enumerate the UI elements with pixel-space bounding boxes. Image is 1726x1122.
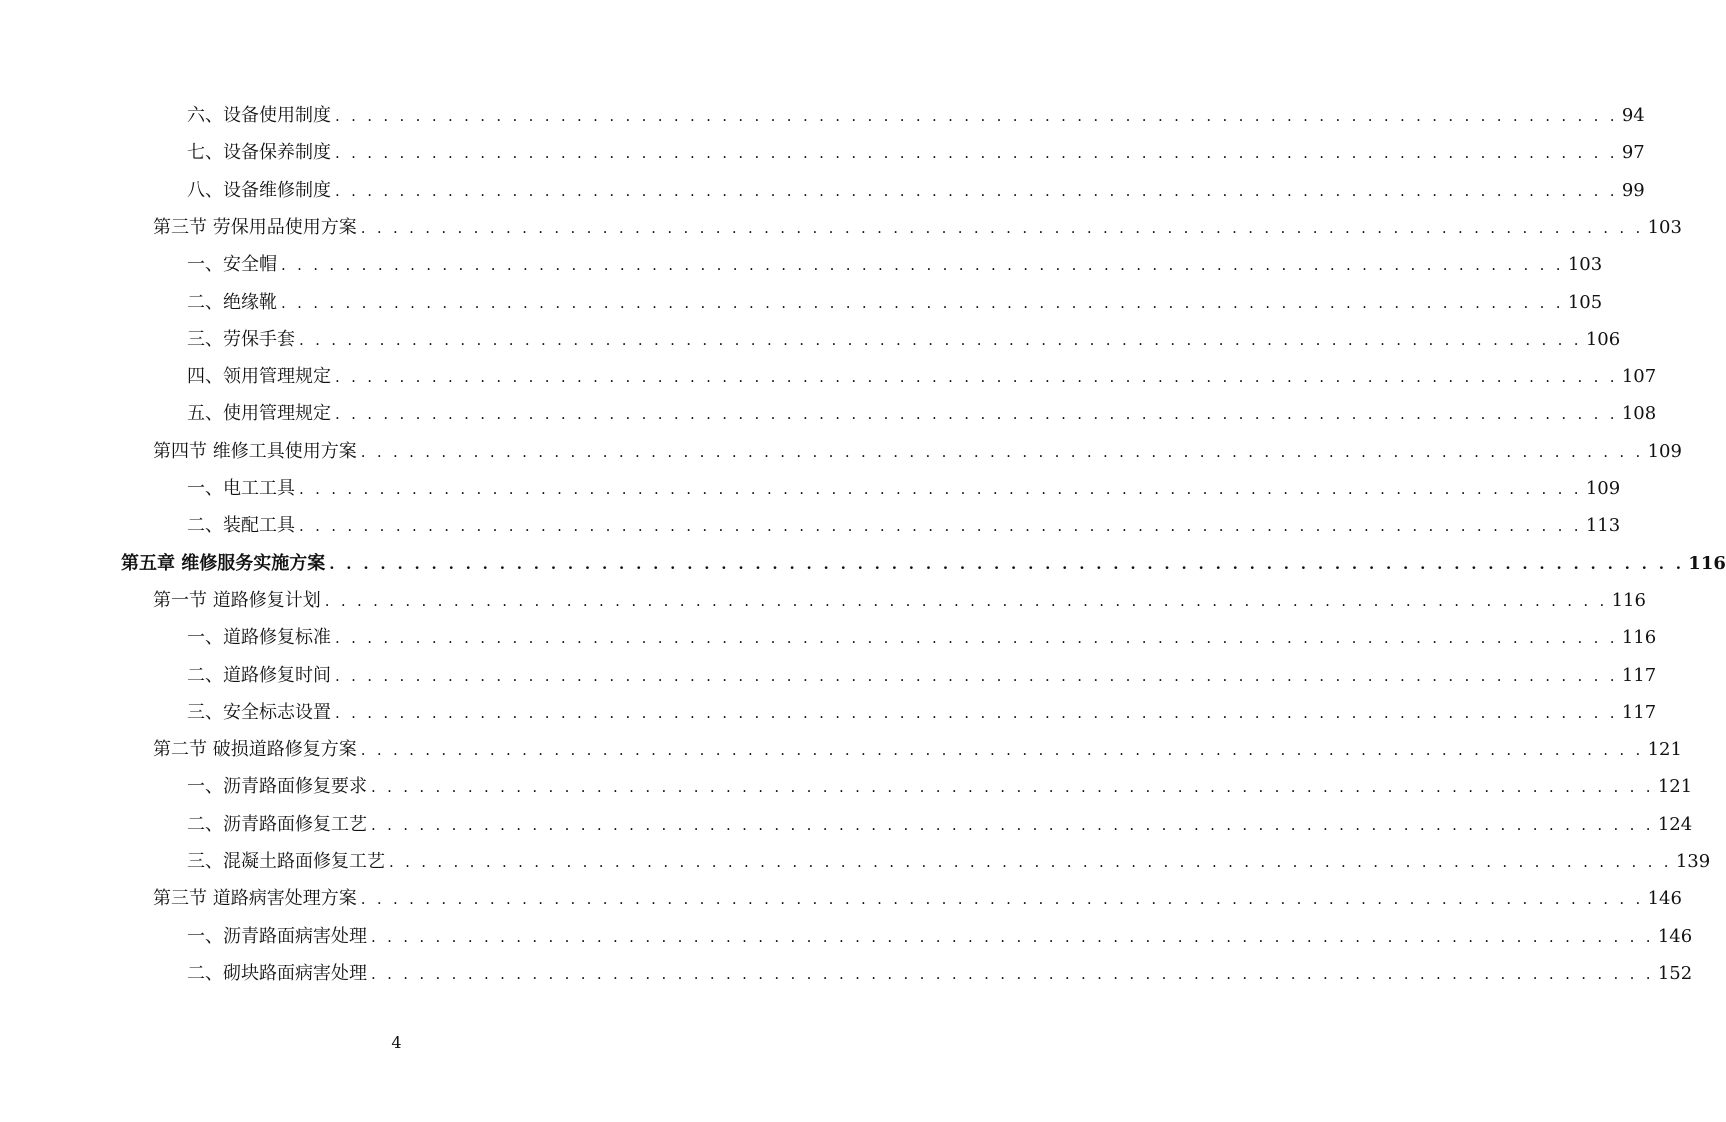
toc-entry-page-number: 152 xyxy=(1657,962,1693,984)
toc-dot-leader: . . . . . . . . . . . . . . . . . . . . . . . . . . . . . . . . . . . . . . . . . . . . . . . . . . . . . . . . . . . . . . . . . . . . . . . . . . . . . . . . xyxy=(299,480,1582,498)
toc-entry-title: 七、设备保养制度 xyxy=(187,142,331,164)
toc-entry-page-number: 146 xyxy=(1657,925,1693,947)
toc-dot-leader: . . . . . . . . . . . . . . . . . . . . . . . . . . . . . . . . . . . . . . . . . . . . . . . . . . . . . . . . . . . . . . . . . . . . . . . . . . . . . . . . xyxy=(389,853,1672,871)
toc-entry-page-number: 109 xyxy=(1647,440,1682,462)
toc-entry-page-number: 105 xyxy=(1567,291,1603,313)
toc-entry-page-number: 116 xyxy=(1621,627,1657,649)
toc-dot-leader: . . . . . . . . . . . . . . . . . . . . . . . . . . . . . . . . . . . . . . . . . . . . . . . . . . . . . . . . . . . . . . . . . . . . . . . . . . . . . . . . xyxy=(360,890,1644,909)
toc-entry[interactable] xyxy=(187,325,1621,355)
toc-entry[interactable] xyxy=(187,623,1657,653)
toc-entry[interactable] xyxy=(153,586,1646,616)
toc-entry-page-number: 94 xyxy=(1621,105,1645,126)
toc-entry-title: 八、设备维修制度 xyxy=(187,179,331,201)
toc-entry-title: 一、沥青路面修复要求 xyxy=(187,776,367,798)
toc-entry-page-number: 121 xyxy=(1657,776,1693,798)
toc-entry[interactable] xyxy=(187,399,1657,429)
toc-dot-leader: . . . . . . . . . . . . . . . . . . . . . . . . . . . . . . . . . . . . . . . . . . . . . . . . . . . . . . . . . . . . . . . . . . . . . . . . . . . . . . . . xyxy=(324,591,1608,610)
toc-entry-title: 一、道路修复标准 xyxy=(187,627,331,649)
toc-entry[interactable] xyxy=(187,288,1603,318)
toc-entry-title: 一、沥青路面病害处理 xyxy=(187,925,367,947)
toc-dot-leader: . . . . . . . . . . . . . . . . . . . . . . . . . . . . . . . . . . . . . . . . . . . . . . . . . . . . . . . . . . . . . . . . . . . . . . . . . . . . . . . . xyxy=(281,256,1564,275)
toc-entry-title: 第二节 破损道路修复方案 xyxy=(153,739,357,761)
toc-entry-page-number: 121 xyxy=(1647,739,1682,761)
toc-dot-leader: . . . . . . . . . . . . . . . . . . . . . . . . . . . . . . . . . . . . . . . . . . . . . . . . . . . . . . . . . . . . . . . . . . . . . . . . . . . . . . . . xyxy=(335,144,1618,163)
toc-entry-page-number: 113 xyxy=(1585,515,1621,537)
toc-entry-title: 三、劳保手套 xyxy=(187,328,295,350)
toc-entry-page-number: 109 xyxy=(1585,478,1621,499)
page-number: 4 xyxy=(391,1033,402,1052)
toc-entry-page-number: 107 xyxy=(1621,366,1657,388)
toc-entry[interactable] xyxy=(187,176,1645,206)
toc-entry-title: 二、沥青路面修复工艺 xyxy=(187,813,367,835)
toc-dot-leader: . . . . . . . . . . . . . . . . . . . . . . . . . . . . . . . . . . . . . . . . . . . . . . . . . . . . . . . . . . . . . . . . . . . . . . . . . . . . . . . . xyxy=(335,629,1618,648)
toc-entry-page-number: 116 xyxy=(1611,589,1646,611)
toc-dot-leader: . . . . . . . . . . . . . . . . . . . . . . . . . . . . . . . . . . . . . . . . . . . . . . . . . . . . . . . . . . . . . . . . . . . . . . . . . . . . . . . . xyxy=(329,554,1685,573)
toc-entry[interactable] xyxy=(187,698,1657,728)
toc-dot-leader: . . . . . . . . . . . . . . . . . . . . . . . . . . . . . . . . . . . . . . . . . . . . . . . . . . . . . . . . . . . . . . . . . . . . . . . . . . . . . . . . xyxy=(371,815,1654,834)
toc-dot-leader: . . . . . . . . . . . . . . . . . . . . . . . . . . . . . . . . . . . . . . . . . . . . . . . . . . . . . . . . . . . . . . . . . . . . . . . . . . . . . . . . xyxy=(335,368,1618,387)
toc-entry-page-number: 117 xyxy=(1621,664,1657,686)
toc-dot-leader: . . . . . . . . . . . . . . . . . . . . . . . . . . . . . . . . . . . . . . . . . . . . . . . . . . . . . . . . . . . . . . . . . . . . . . . . . . . . . . . . xyxy=(371,927,1654,946)
toc-entry[interactable] xyxy=(187,511,1621,541)
toc-entry[interactable] xyxy=(187,810,1693,840)
toc-dot-leader: . . . . . . . . . . . . . . . . . . . . . . . . . . . . . . . . . . . . . . . . . . . . . . . . . . . . . . . . . . . . . . . . . . . . . . . . . . . . . . . . xyxy=(335,181,1618,200)
toc-entry-title: 二、砌块路面病害处理 xyxy=(187,962,367,984)
toc-entry-title: 三、安全标志设置 xyxy=(187,701,331,723)
toc-entry[interactable] xyxy=(187,661,1657,691)
toc-entry-title: 二、道路修复时间 xyxy=(187,664,331,686)
toc-dot-leader: . . . . . . . . . . . . . . . . . . . . . . . . . . . . . . . . . . . . . . . . . . . . . . . . . . . . . . . . . . . . . . . . . . . . . . . . . . . . . . . . xyxy=(335,703,1618,722)
toc-entry-title: 四、领用管理规定 xyxy=(187,366,331,388)
toc-entry-title: 第三节 道路病害处理方案 xyxy=(153,888,357,910)
toc-dot-leader: . . . . . . . . . . . . . . . . . . . . . . . . . . . . . . . . . . . . . . . . . . . . . . . . . . . . . . . . . . . . . . . . . . . . . . . . . . . . . . . . xyxy=(371,778,1654,797)
toc-entry-title: 五、使用管理规定 xyxy=(187,403,331,425)
toc-dot-leader: . . . . . . . . . . . . . . . . . . . . . . . . . . . . . . . . . . . . . . . . . . . . . . . . . . . . . . . . . . . . . . . . . . . . . . . . . . . . . . . . xyxy=(360,218,1644,237)
toc-entry-page-number: 99 xyxy=(1621,179,1645,201)
toc-entry-page-number: 116 xyxy=(1688,552,1726,574)
toc-entry-title: 一、电工工具 xyxy=(187,478,295,499)
toc-entry[interactable] xyxy=(187,250,1603,280)
toc-entry[interactable] xyxy=(153,213,1682,243)
toc-entry[interactable] xyxy=(187,362,1657,392)
toc-dot-leader: . . . . . . . . . . . . . . . . . . . . . . . . . . . . . . . . . . . . . . . . . . . . . . . . . . . . . . . . . . . . . . . . . . . . . . . . . . . . . . . . xyxy=(360,442,1644,461)
toc-entry-title: 三、混凝土路面修复工艺 xyxy=(187,851,385,872)
toc-entry[interactable] xyxy=(121,549,1726,579)
toc-entry-title: 二、装配工具 xyxy=(187,515,295,537)
toc-entry-page-number: 108 xyxy=(1621,403,1657,425)
toc-entry-page-number: 139 xyxy=(1675,851,1711,872)
toc-entry-title: 二、绝缘靴 xyxy=(187,291,277,313)
toc-entry-title: 第一节 道路修复计划 xyxy=(153,589,321,611)
toc-entry[interactable] xyxy=(187,959,1693,989)
toc-entry-page-number: 117 xyxy=(1621,701,1657,723)
toc-entry[interactable] xyxy=(153,884,1682,914)
toc-entry[interactable] xyxy=(153,735,1682,765)
toc-dot-leader: . . . . . . . . . . . . . . . . . . . . . . . . . . . . . . . . . . . . . . . . . . . . . . . . . . . . . . . . . . . . . . . . . . . . . . . . . . . . . . . . xyxy=(299,330,1582,349)
toc-entry-page-number: 124 xyxy=(1657,813,1693,835)
toc-entry[interactable] xyxy=(187,474,1621,504)
toc-entry[interactable] xyxy=(187,847,1711,877)
toc-dot-leader: . . . . . . . . . . . . . . . . . . . . . . . . . . . . . . . . . . . . . . . . . . . . . . . . . . . . . . . . . . . . . . . . . . . . . . . . . . . . . . . . xyxy=(360,741,1644,760)
toc-entry[interactable] xyxy=(187,101,1645,131)
toc-entry-title: 六、设备使用制度 xyxy=(187,105,331,126)
toc-entry-title: 第五章 维修服务实施方案 xyxy=(121,552,326,574)
toc-dot-leader: . . . . . . . . . . . . . . . . . . . . . . . . . . . . . . . . . . . . . . . . . . . . . . . . . . . . . . . . . . . . . . . . . . . . . . . . . . . . . . . . xyxy=(335,405,1618,424)
toc-dot-leader: . . . . . . . . . . . . . . . . . . . . . . . . . . . . . . . . . . . . . . . . . . . . . . . . . . . . . . . . . . . . . . . . . . . . . . . . . . . . . . . . xyxy=(299,517,1582,536)
toc-entry-page-number: 97 xyxy=(1621,142,1645,164)
toc-dot-leader: . . . . . . . . . . . . . . . . . . . . . . . . . . . . . . . . . . . . . . . . . . . . . . . . . . . . . . . . . . . . . . . . . . . . . . . . . . . . . . . . xyxy=(371,964,1654,983)
toc-entry-page-number: 103 xyxy=(1647,216,1682,238)
toc-entry-page-number: 146 xyxy=(1647,888,1682,910)
toc-entry-page-number: 106 xyxy=(1585,328,1621,350)
toc-dot-leader: . . . . . . . . . . . . . . . . . . . . . . . . . . . . . . . . . . . . . . . . . . . . . . . . . . . . . . . . . . . . . . . . . . . . . . . . . . . . . . . . xyxy=(335,107,1618,125)
toc-entry[interactable] xyxy=(187,138,1645,168)
toc-entry[interactable] xyxy=(153,437,1682,467)
toc-entry-title: 第四节 维修工具使用方案 xyxy=(153,440,357,462)
toc-dot-leader: . . . . . . . . . . . . . . . . . . . . . . . . . . . . . . . . . . . . . . . . . . . . . . . . . . . . . . . . . . . . . . . . . . . . . . . . . . . . . . . . xyxy=(281,293,1564,312)
toc-entry-title: 第三节 劳保用品使用方案 xyxy=(153,216,357,238)
toc-dot-leader: . . . . . . . . . . . . . . . . . . . . . . . . . . . . . . . . . . . . . . . . . . . . . . . . . . . . . . . . . . . . . . . . . . . . . . . . . . . . . . . . xyxy=(335,666,1618,685)
toc-entry[interactable] xyxy=(187,772,1693,802)
toc-entry[interactable] xyxy=(187,922,1693,952)
toc-entry-page-number: 103 xyxy=(1567,254,1603,276)
toc-entry-title: 一、安全帽 xyxy=(187,254,277,276)
